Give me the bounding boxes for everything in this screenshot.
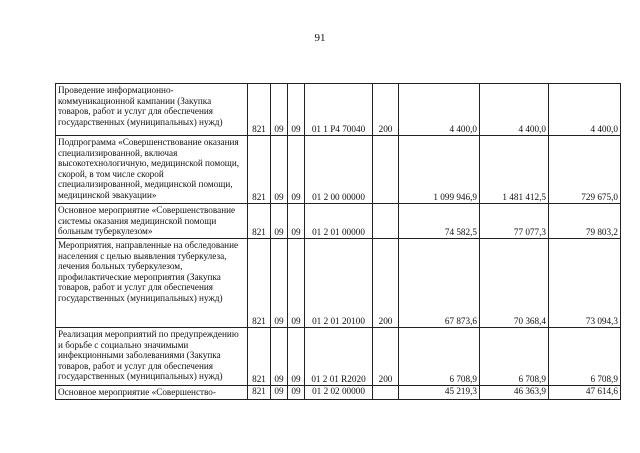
amount-year-2-cell: 1 481 412,5 bbox=[480, 136, 549, 204]
page-number: 91 bbox=[314, 32, 326, 44]
amount-year-2-cell: 70 368,4 bbox=[480, 239, 549, 328]
item-name-cell: Подпрограмма «Совершенствование оказания специализированной, включая высокотехнологичную, медицинской помощи, скорой, в том числе скорой специализированной, медицинской помощи, медицинской эвакуации» bbox=[56, 136, 248, 204]
amount-year-3-cell: 73 094,3 bbox=[549, 239, 621, 328]
amount-year-3-cell: 79 803,2 bbox=[549, 204, 621, 239]
subsection-code-cell: 09 bbox=[288, 239, 305, 328]
ministry-code-cell: 821 bbox=[248, 386, 271, 400]
amount-year-3-cell: 47 614,6 bbox=[549, 386, 621, 400]
target-article-cell: 01 2 01 20100 bbox=[305, 239, 373, 328]
table-row bbox=[56, 84, 621, 136]
ministry-code-cell: 821 bbox=[248, 136, 271, 204]
amount-year-1-cell: 45 219,3 bbox=[399, 386, 480, 400]
subsection-code-cell: 09 bbox=[288, 204, 305, 239]
amount-year-3-cell: 729 675,0 bbox=[549, 136, 621, 204]
expense-type-cell bbox=[373, 204, 399, 239]
budget-table-body bbox=[56, 84, 621, 400]
amount-year-1-cell: 67 873,6 bbox=[399, 239, 480, 328]
section-code-cell: 09 bbox=[271, 239, 288, 328]
subsection-code-cell: 09 bbox=[288, 386, 305, 400]
amount-year-1-cell: 4 400,0 bbox=[399, 84, 480, 136]
section-code-cell: 09 bbox=[271, 386, 288, 400]
target-article-cell: 01 2 02 00000 bbox=[305, 386, 373, 400]
expense-type-cell: 200 bbox=[373, 328, 399, 386]
amount-year-2-cell: 77 077,3 bbox=[480, 204, 549, 239]
item-name-cell: Основное мероприятие «Совершенство- bbox=[56, 386, 248, 400]
expense-type-cell bbox=[373, 136, 399, 204]
table-row bbox=[56, 239, 621, 328]
amount-year-3-cell: 6 708,9 bbox=[549, 328, 621, 386]
amount-year-2-cell: 46 363,9 bbox=[480, 386, 549, 400]
amount-year-2-cell: 6 708,9 bbox=[480, 328, 549, 386]
section-code-cell: 09 bbox=[271, 328, 288, 386]
amount-year-1-cell: 74 582,5 bbox=[399, 204, 480, 239]
table-row bbox=[56, 386, 621, 400]
item-name-cell: Проведение информационно-коммуникационной кампании (Закупка товаров, работ и услуг для обеспечения государственных (муниципальных) нужд) bbox=[56, 84, 248, 136]
expense-type-cell: 200 bbox=[373, 239, 399, 328]
table-row bbox=[56, 204, 621, 239]
target-article-cell: 01 2 01 R2020 bbox=[305, 328, 373, 386]
ministry-code-cell: 821 bbox=[248, 239, 271, 328]
item-name-cell: Основное мероприятие «Совершенствование системы оказания медицинской помощи больным туберкулезом» bbox=[56, 204, 248, 239]
amount-year-3-cell: 4 400,0 bbox=[549, 84, 621, 136]
target-article-cell: 01 2 00 00000 bbox=[305, 136, 373, 204]
ministry-code-cell: 821 bbox=[248, 328, 271, 386]
amount-year-1-cell: 1 099 946,9 bbox=[399, 136, 480, 204]
expense-type-cell: 200 bbox=[373, 84, 399, 136]
item-name-cell: Мероприятия, направленные на обследование населения с целью выявления туберкулеза, лечения больных туберкулезом, профилактические мероприятия (Закупка товаров, работ и услуг для обеспечения государственных (муниципальных) нужд) bbox=[56, 239, 248, 328]
ministry-code-cell: 821 bbox=[248, 84, 271, 136]
amount-year-2-cell: 4 400,0 bbox=[480, 84, 549, 136]
budget-table bbox=[55, 83, 621, 400]
section-code-cell: 09 bbox=[271, 84, 288, 136]
subsection-code-cell: 09 bbox=[288, 84, 305, 136]
ministry-code-cell: 821 bbox=[248, 204, 271, 239]
section-code-cell: 09 bbox=[271, 204, 288, 239]
table-row bbox=[56, 328, 621, 386]
subsection-code-cell: 09 bbox=[288, 136, 305, 204]
subsection-code-cell: 09 bbox=[288, 328, 305, 386]
amount-year-1-cell: 6 708,9 bbox=[399, 328, 480, 386]
item-name-cell: Реализация мероприятий по предупреждению и борьбе с социально значимыми инфекционными заболеваниями (Закупка товаров, работ и услуг для обеспечения государственных (муниципальных) нужд) bbox=[56, 328, 248, 386]
table-row bbox=[56, 136, 621, 204]
expense-type-cell bbox=[373, 386, 399, 400]
section-code-cell: 09 bbox=[271, 136, 288, 204]
target-article-cell: 01 1 Р4 70040 bbox=[305, 84, 373, 136]
target-article-cell: 01 2 01 00000 bbox=[305, 204, 373, 239]
